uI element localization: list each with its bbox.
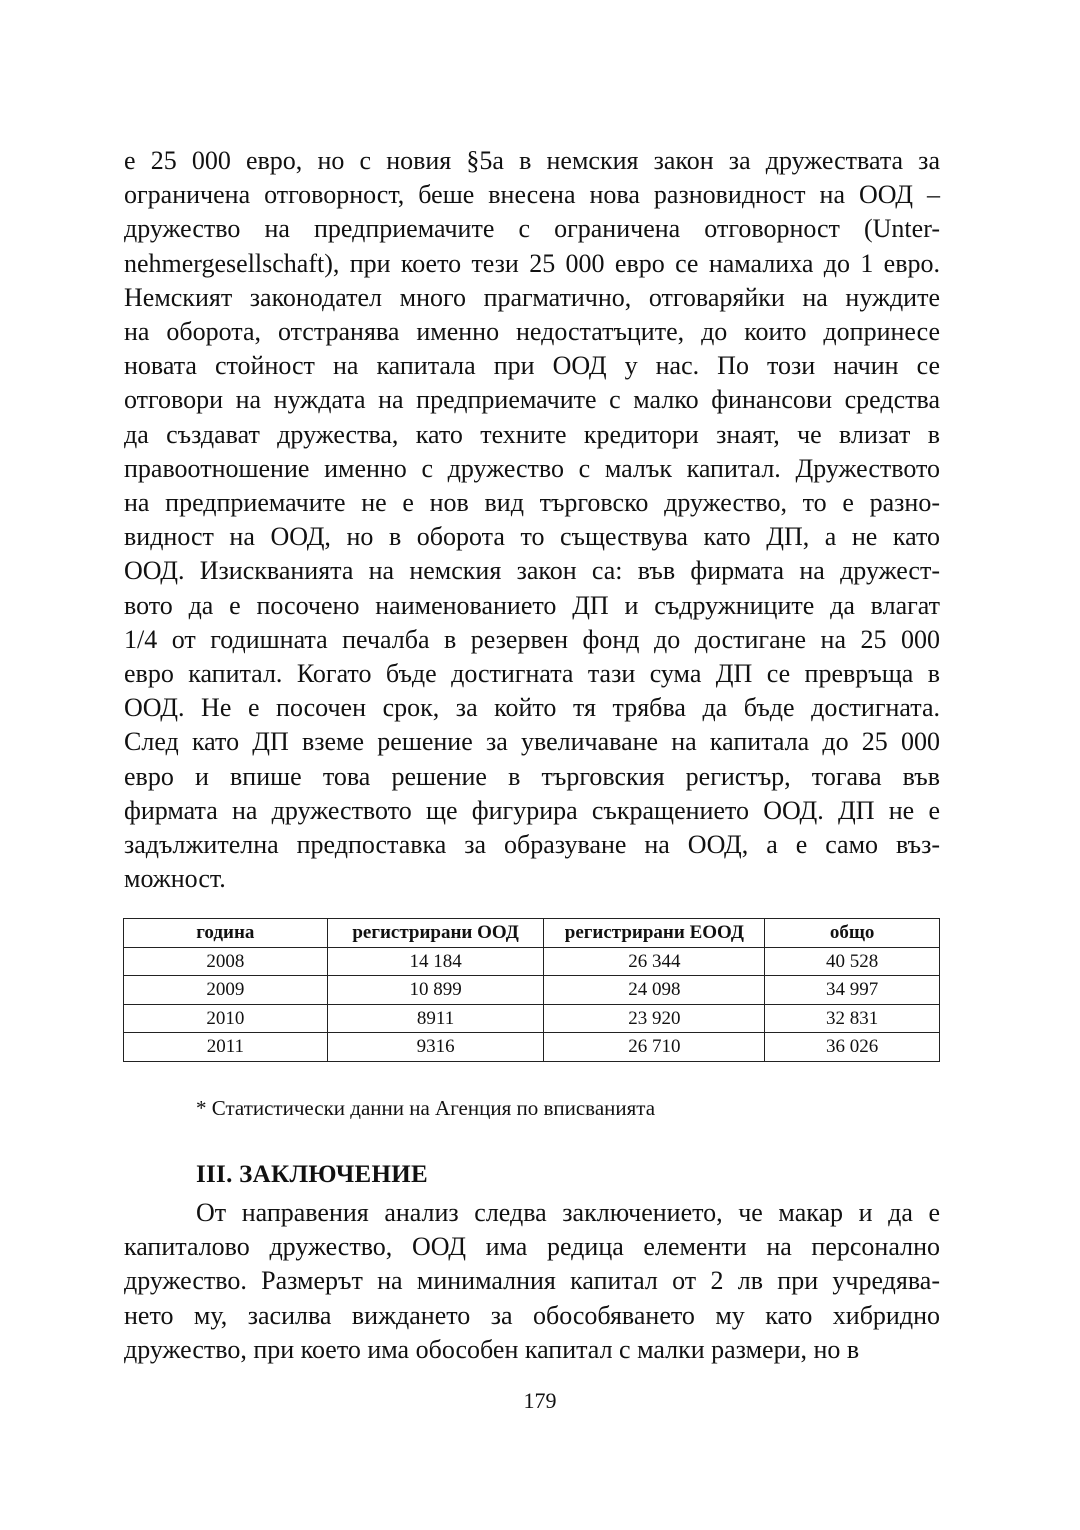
- statistics-table: [123, 918, 940, 1062]
- header-registered-eood: регистрирани ЕООД: [544, 919, 765, 948]
- table-row: [124, 947, 940, 976]
- text-line: фирмата на дружеството ще фигурира съкращението ООД. ДП не е: [124, 795, 940, 825]
- body-text: [124, 144, 940, 896]
- cell-eood: 26 710: [544, 1033, 765, 1062]
- cell-year: 2010: [124, 1004, 328, 1033]
- table-row: [124, 976, 940, 1005]
- cell-year: 2008: [124, 947, 328, 976]
- text-line: нето му, засилва виждането за обособяването му като хибридно: [124, 1300, 940, 1330]
- text-line: отговори на нуждата на предприемачите с малко финансови средства: [124, 385, 940, 415]
- text-line: 1/4 от годишната печалба в резервен фонд до достигане на 25 000: [124, 624, 940, 654]
- cell-eood: 23 920: [544, 1004, 765, 1033]
- cell-total: 36 026: [765, 1033, 940, 1062]
- header-registered-ood: регистрирани ООД: [327, 919, 544, 948]
- text-line: задължителна предпоставка за образуване на ООД, а е само въз-: [124, 830, 940, 860]
- cell-total: 32 831: [765, 1004, 940, 1033]
- text-line: ООД. Не е посочен срок, за който тя трябва да бъде достигната.: [124, 693, 940, 723]
- text-line: вото да е посочено наименованието ДП и съдружниците да влагат: [124, 590, 940, 620]
- text-line: дружество. Размерът на минималния капитал от 2 лв при учредява-: [124, 1266, 940, 1296]
- text-line: новата стойност на капитала при ООД у нас. По този начин се: [124, 351, 940, 381]
- cell-eood: 26 344: [544, 947, 765, 976]
- text-line: От направения анализ следва заключението, че макар и да е: [196, 1198, 940, 1227]
- text-line: ООД. Изискванията на немския закон са: във фирмата на дружест-: [124, 556, 940, 586]
- text-line: След като ДП вземе решение за увеличаване на капитала до 25 000: [124, 727, 940, 757]
- text-line: ограничена отговорност, беше внесена нова разновидност на ООД –: [124, 180, 940, 210]
- text-line: на оборота, отстранява именно недостатъците, до които допринесе: [124, 317, 940, 347]
- header-total: общо: [765, 919, 940, 948]
- page-number: 179: [523, 1388, 557, 1413]
- text-line: да създават дружества, като техните кредитори знаят, че влизат в: [124, 419, 940, 449]
- cell-eood: 24 098: [544, 976, 765, 1005]
- table-row: [124, 1004, 940, 1033]
- text-line: дружество на предприемачите с ограничена отговорност (Unter-: [124, 214, 940, 244]
- cell-ood: 8911: [327, 1004, 544, 1033]
- statistics-source-note: * Статистически данни на Агенция по вписванията: [196, 1096, 656, 1120]
- text-line: евро капитал. Когато бъде достигната тази сума ДП се превръща в: [124, 659, 940, 689]
- header-year: година: [124, 919, 328, 948]
- table-row: [124, 1033, 940, 1062]
- text-line: евро и впише това решение в търговския регистър, тогава във: [124, 761, 940, 791]
- conclusion-paragraph: [124, 1196, 940, 1367]
- cell-ood: 14 184: [327, 947, 544, 976]
- text-line: капиталово дружество, ООД има редица елементи на персонално: [124, 1232, 940, 1262]
- cell-ood: 9316: [327, 1033, 544, 1062]
- cell-total: 34 997: [765, 976, 940, 1005]
- cell-year: 2011: [124, 1033, 328, 1062]
- text-line: на предприемачите не е нов вид търговско дружество, то е разно-: [124, 488, 940, 518]
- text-line: можност.: [124, 864, 226, 894]
- text-line: правоотношение именно с дружество с малък капитал. Дружеството: [124, 453, 940, 483]
- cell-total: 40 528: [765, 947, 940, 976]
- text-line: nehmergesellschaft), при което тези 25 000 евро се намалиха до 1 евро.: [124, 248, 940, 278]
- cell-year: 2009: [124, 976, 328, 1005]
- text-line: е 25 000 евро, но с новия §5а в немския закон за дружествата за: [124, 146, 940, 175]
- section-heading: III. ЗАКЛЮЧЕНИЕ: [196, 1161, 428, 1188]
- cell-ood: 10 899: [327, 976, 544, 1005]
- body-paragraph: [124, 144, 940, 896]
- text-line: дружество, при което има обособен капитал с малки размери, но в: [124, 1334, 860, 1364]
- text-line: Немският законодател много прагматично, отговаряйки на нуждите: [124, 282, 940, 312]
- conclusion-text: [124, 1196, 940, 1367]
- text-line: видност на ООД, но в оборота то съществува като ДП, а не като: [124, 522, 940, 552]
- table-header-row: [124, 919, 940, 948]
